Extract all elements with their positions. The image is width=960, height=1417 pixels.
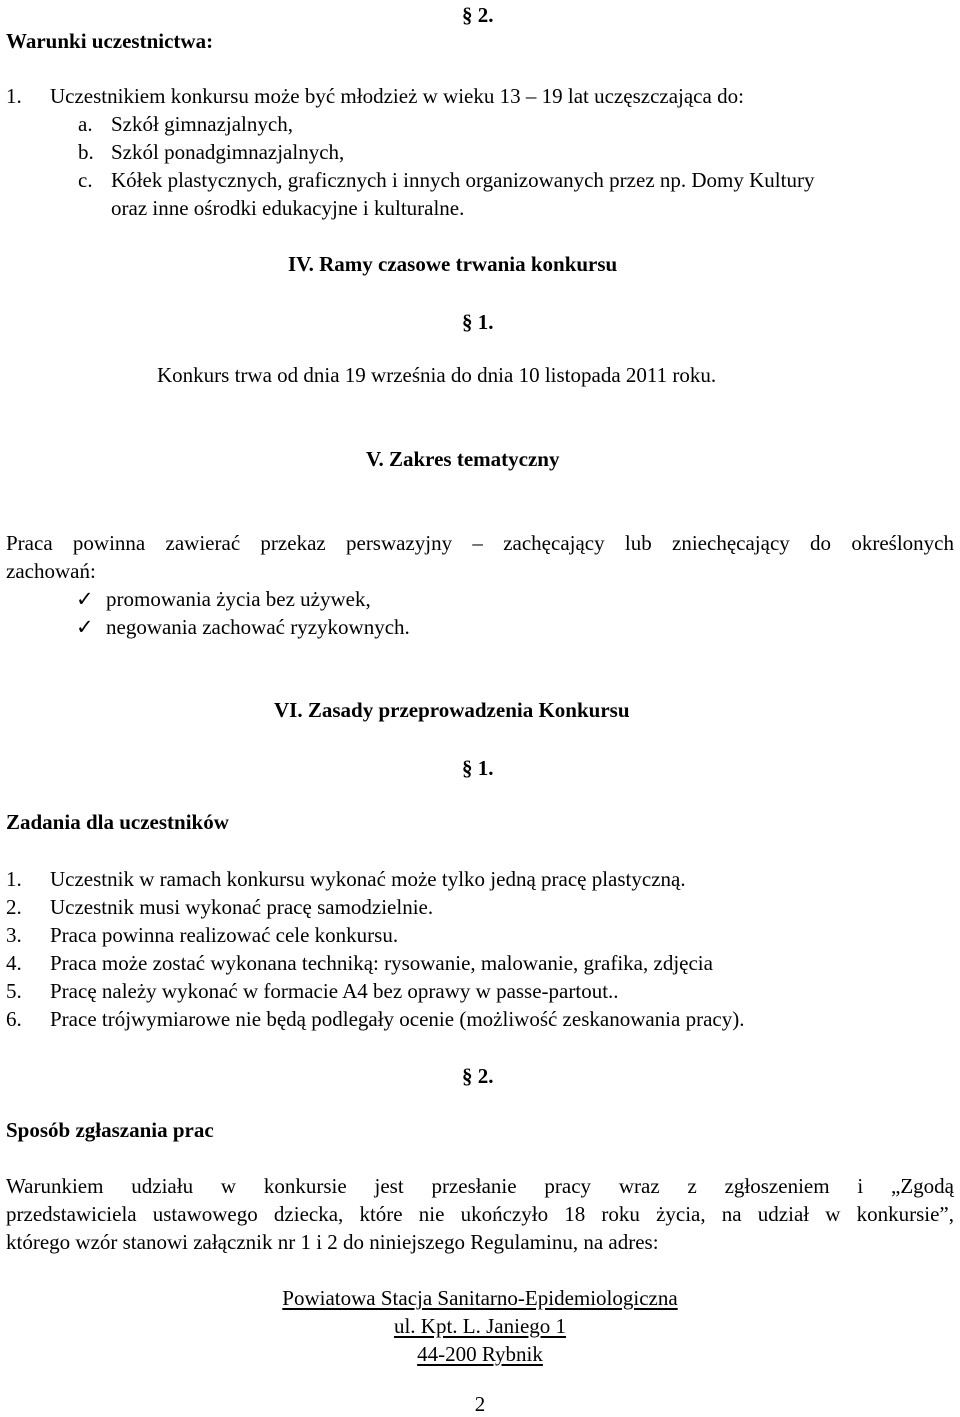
sub-b-text: Szkól ponadgimnazjalnych,	[111, 140, 345, 164]
participation-heading: Warunki uczestnictwa:	[6, 29, 214, 53]
paragraph-mark-2-top: § 2.	[462, 3, 494, 27]
bullet-2	[76, 614, 410, 640]
section-5-text-line1: Praca powinna zawierać przekaz perswazyjny – zachęcający lub zniechęcający do określonych	[6, 531, 954, 555]
task-text: Prace trójwymiarowe nie będą podlegały ocenie (możliwość zeskanowania pracy).	[50, 1007, 745, 1031]
participation-item-1-text: Uczestnikiem konkursu może być młodzież w wieku 13 – 19 lat uczęszczająca do:	[50, 84, 744, 108]
section-4-title: IV. Ramy czasowe trwania konkursu	[288, 252, 618, 276]
checkmark-icon: ✓	[76, 615, 94, 639]
submission-line3: którego wzór stanowi załącznik nr 1 i 2 do niniejszego Regulaminu, na adres:	[6, 1230, 659, 1254]
task-text: Praca może zostać wykonana techniką: rysowanie, malowanie, grafika, zdjęcia	[50, 951, 713, 975]
bullet-1	[76, 586, 371, 612]
sub-a-letter: a.	[78, 112, 93, 136]
section-6-paragraph-2-mark: § 2.	[462, 1064, 494, 1088]
checkmark-icon: ✓	[76, 587, 94, 611]
sub-c-letter: c.	[78, 168, 93, 192]
address-line2: ul. Kpt. L. Janiego 1	[393, 1314, 567, 1338]
task-number: 4.	[6, 951, 22, 975]
task-number: 6.	[6, 1007, 22, 1031]
task-number: 3.	[6, 923, 22, 947]
task-text: Uczestnik w ramach konkursu wykonać może tylko jedną pracę plastyczną.	[50, 867, 686, 891]
submission-heading: Sposób zgłaszania prac	[6, 1118, 214, 1142]
section-5-text-line2: zachowań:	[6, 559, 96, 583]
bullet-1-text: promowania życia bez używek,	[106, 587, 371, 611]
section-4-paragraph-mark: § 1.	[462, 310, 494, 334]
page-number: 2	[474, 1392, 486, 1416]
task-number: 1.	[6, 867, 22, 891]
participation-item-1-number: 1.	[6, 84, 22, 108]
section-5-title: V. Zakres tematyczny	[366, 447, 560, 471]
task-text: Uczestnik musi wykonać pracę samodzielnie.	[50, 895, 434, 919]
section-6-paragraph-1-mark: § 1.	[462, 756, 494, 780]
submission-line1: Warunkiem udziału w konkursie jest przesłanie pracy wraz z zgłoszeniem i „Zgodą	[6, 1174, 954, 1198]
task-number: 5.	[6, 979, 22, 1003]
sub-b-letter: b.	[78, 140, 94, 164]
section-6-title: VI. Zasady przeprowadzenia Konkursu	[274, 698, 630, 722]
task-text: Praca powinna realizować cele konkursu.	[50, 923, 399, 947]
address-line1: Powiatowa Stacja Sanitarno-Epidemiologiczna	[282, 1286, 678, 1310]
sub-a-text: Szkół gimnazjalnych,	[111, 112, 293, 136]
task-text: Pracę należy wykonać w formacie A4 bez oprawy w passe-partout..	[50, 979, 619, 1003]
address-line3: 44-200 Rybnik	[417, 1342, 543, 1366]
submission-line2: przedstawiciela ustawowego dziecka, które nie ukończyło 18 roku życia, na udział w konkursie”,	[6, 1202, 954, 1226]
sub-c-text-line1: Kółek plastycznych, graficznych i innych organizowanych przez np. Domy Kultury	[111, 168, 815, 192]
bullet-2-text: negowania zachować ryzykownych.	[106, 615, 410, 639]
sub-c-text-line2: oraz inne ośrodki edukacyjne i kulturalne.	[111, 196, 465, 220]
tasks-heading: Zadania dla uczestników	[6, 810, 229, 834]
task-number: 2.	[6, 895, 22, 919]
section-4-text: Konkurs trwa od dnia 19 września do dnia 10 listopada 2011 roku.	[157, 363, 717, 387]
